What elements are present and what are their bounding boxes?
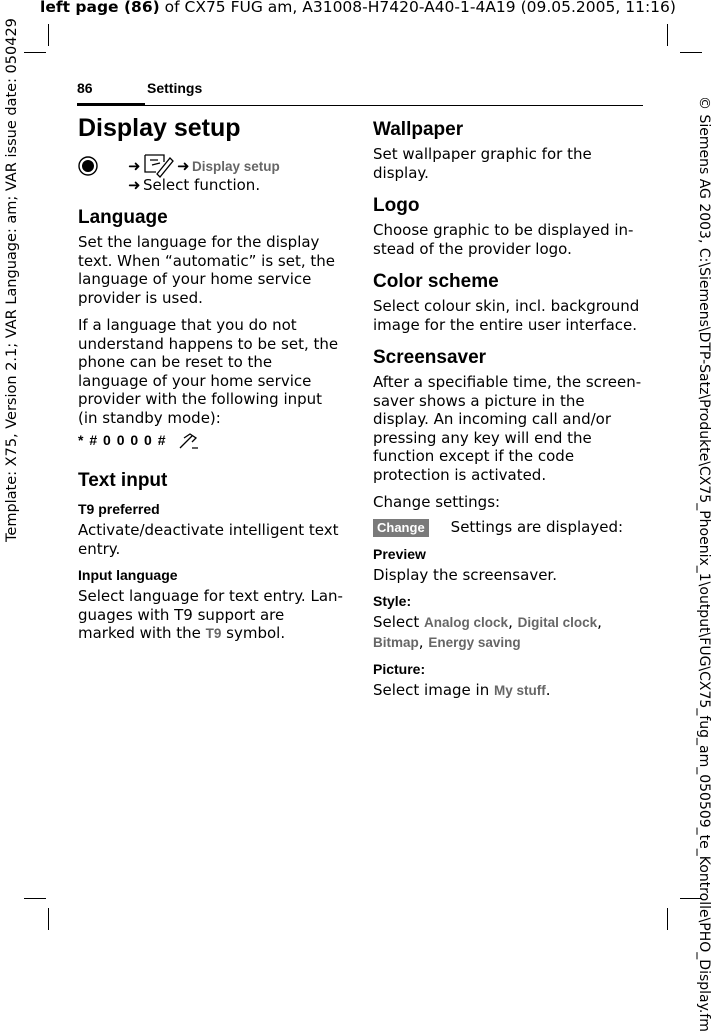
path-arrow: ➜ — [128, 176, 141, 194]
crop-mark — [24, 52, 46, 53]
file-path-info: © Siemens AG 2003, C:\Siemens\DTP-Satz\Produkte\CX75_Phoenix_1\output\FUG\CX75_fug_am_050509_te_Kontrolle\PHO_Display.fm — [696, 96, 712, 1032]
change-softkey: Change — [373, 519, 429, 537]
sub-heading-t9: T9 preferred — [78, 501, 160, 517]
paragraph: After a specifiable time, the screensaver shows a picture in the display. An incoming call and/or pressing any key will end the function except if the code protection is activated. — [373, 373, 642, 484]
separator: , — [508, 613, 518, 631]
text: Select language for text entry. Languages with T9 support are marked with the — [78, 587, 343, 642]
section-heading-screensaver: Screensaver — [373, 347, 487, 368]
text: Select — [373, 613, 425, 631]
path-instruction: Select function. — [143, 176, 261, 194]
section-heading-text-input: Text input — [78, 470, 168, 491]
header-rule-accent — [77, 103, 145, 106]
template-info: Template: X75, Version 2.1; VAR Language: am; VAR issue date: 050429 — [4, 18, 20, 542]
path-arrow: ➜ — [128, 157, 141, 175]
print-header — [0, 0, 716, 16]
softkey-description: Settings are displayed: — [450, 517, 624, 536]
path-arrow: ➜ — [177, 157, 190, 175]
style-option: Digital clock — [517, 615, 598, 630]
paragraph: If a language that you do not understand happens to be set, the phone can be reset to the language of your home service provider with the following input (in standby mode): — [78, 316, 339, 427]
paragraph: Activate/deactivate intelligent text entry. — [78, 521, 339, 558]
right-column — [373, 106, 645, 710]
page-title: Display setup — [78, 114, 241, 142]
paragraph: Set the language for the display text. When “automatic” is set, the language of your home service provider is used. — [78, 233, 335, 307]
crop-mark — [48, 908, 49, 930]
section-heading-language: Language — [78, 207, 168, 228]
separator: , — [597, 613, 602, 631]
softkey-row — [373, 518, 645, 537]
section-title: Settings — [147, 80, 203, 96]
menu-item-my-stuff: My stuff — [493, 683, 546, 698]
crop-mark — [24, 898, 46, 899]
print-header-page: left page (86) — [40, 0, 160, 16]
sub-heading-style: Style: — [373, 593, 412, 609]
crop-mark — [680, 52, 702, 53]
sub-heading-preview: Preview — [373, 545, 426, 562]
paragraph: Set wallpaper graphic for the display. — [373, 145, 592, 182]
text: symbol. — [221, 624, 286, 642]
paragraph: Select colour skin, incl. background image for the entire user interface. — [373, 297, 640, 334]
paragraph — [78, 587, 344, 644]
style-option: Bitmap — [373, 634, 419, 650]
menu-path — [78, 154, 344, 194]
page-number: 86 — [77, 80, 93, 96]
reset-code — [78, 431, 344, 457]
call-key-icon — [178, 432, 200, 450]
section-heading-logo: Logo — [373, 195, 420, 216]
reset-code-text: * # 0 0 0 0 # — [78, 432, 167, 448]
display-menu-icon — [142, 152, 174, 178]
section-heading-wallpaper: Wallpaper — [373, 119, 464, 140]
sub-heading-picture: Picture: — [373, 661, 426, 677]
separator: , — [418, 632, 429, 651]
t9-symbol: T9 — [205, 626, 222, 641]
crop-mark — [48, 24, 49, 46]
style-option: Analog clock — [424, 615, 509, 630]
text: . — [545, 681, 551, 699]
paragraph — [373, 681, 645, 701]
section-heading-color-scheme: Color scheme — [373, 271, 499, 292]
paragraph — [373, 613, 645, 652]
text: Select image in — [373, 681, 494, 699]
paragraph: Choose graphic to be displayed instead of the provider logo. — [373, 221, 634, 258]
crop-mark — [667, 24, 668, 46]
path-item-display-setup: Display setup — [192, 159, 280, 174]
print-header-info: of CX75 FUG am, A31008-H7420-A40-1-4A19 (09.05.2005, 11:16) — [159, 0, 676, 16]
crop-mark — [667, 908, 668, 930]
paragraph: Display the screensaver. — [373, 565, 557, 584]
paragraph: Change settings: — [373, 493, 501, 511]
navigation-key-icon — [78, 156, 98, 176]
sub-heading-input-language: Input language — [78, 567, 178, 583]
left-column — [78, 114, 344, 653]
style-option: Energy saving — [428, 634, 521, 650]
